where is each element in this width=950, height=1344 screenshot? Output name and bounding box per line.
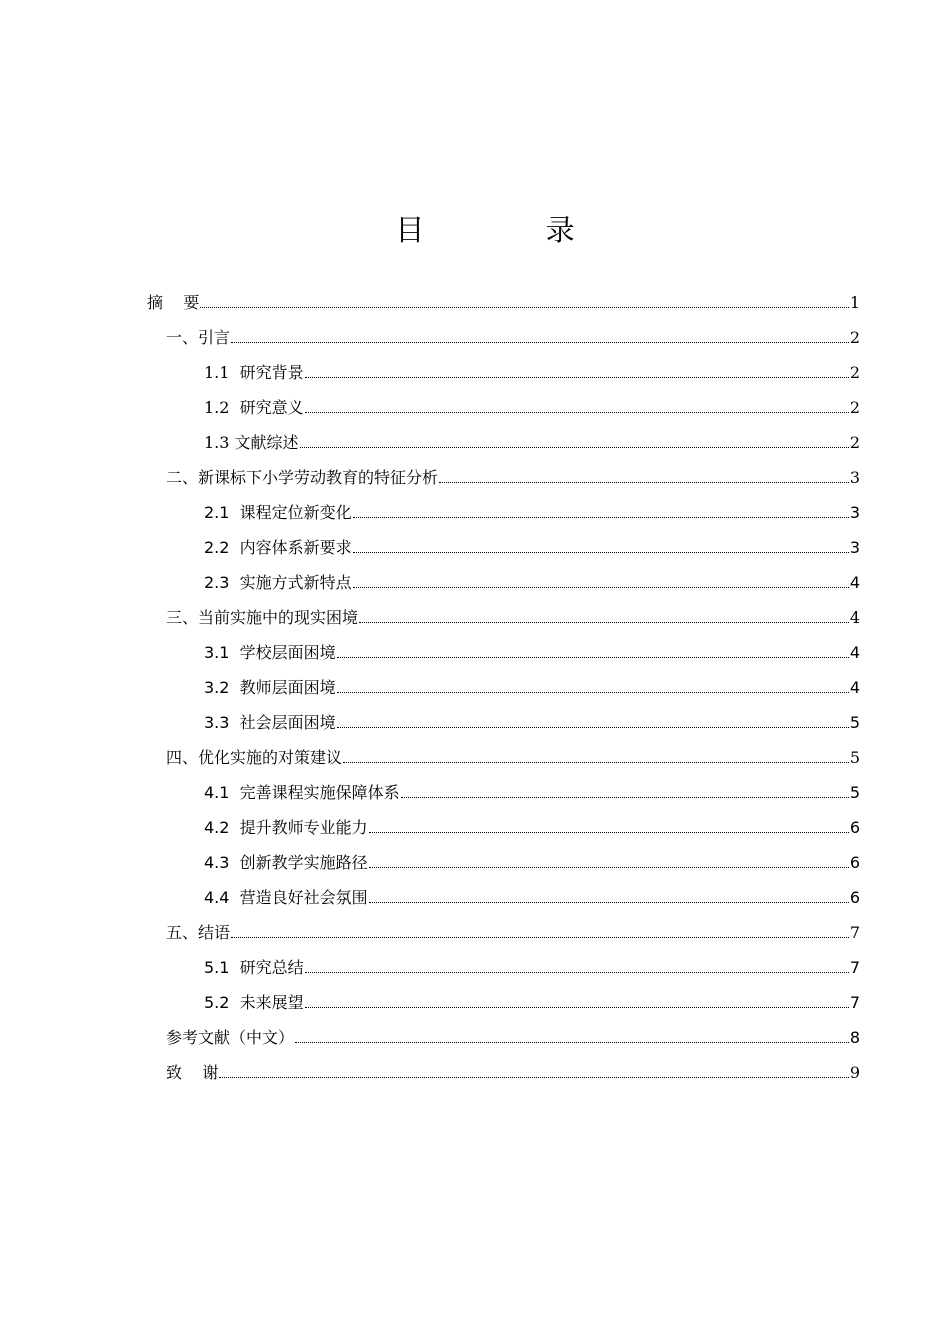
toc-entry-label: 2.3 实施方式新特点 [204,573,352,592]
toc-entry-page: 3 [849,538,860,557]
toc-entry-introduction[interactable] [166,313,860,348]
dot-leader [305,993,849,1013]
toc-entry-1-3[interactable] [204,418,860,453]
toc-entry-label: 4.1 完善课程实施保障体系 [204,783,400,802]
dot-leader [231,328,849,348]
toc-entry-page: 6 [849,888,860,907]
toc-entry-page: 3 [849,503,860,522]
toc-entry-5-2[interactable] [204,978,860,1013]
toc-entry-label: 2.2 内容体系新要求 [204,538,352,557]
toc-entry-label: 2.1 课程定位新变化 [204,503,352,522]
toc-entry-page: 4 [849,678,860,697]
toc-entry-4-3[interactable] [204,838,860,873]
dot-leader [343,748,849,768]
toc-entry-3-2[interactable] [204,663,860,698]
toc-entry-page: 4 [849,643,860,662]
toc-entry-page: 5 [849,783,860,802]
toc-entry-label: 参考文献（中文） [166,1028,295,1047]
toc-entry-page: 1 [849,293,860,312]
toc-entry-label: 致 谢 [166,1063,219,1082]
toc-entry-label: 3.3 社会层面困境 [204,713,336,732]
toc-entry-page: 7 [849,923,860,942]
toc-entry-label: 3.2 教师层面困境 [204,678,336,697]
toc-entry-references[interactable] [166,1013,860,1048]
toc-entry-2-2[interactable] [204,523,860,558]
toc-entry-label: 三、当前实施中的现实困境 [166,608,359,627]
toc-entry-page: 2 [849,328,860,347]
toc-entry-4-4[interactable] [204,873,860,908]
toc-entry-label: 4.3 创新教学实施路径 [204,853,368,872]
dot-leader [300,433,849,453]
toc-entry-page: 7 [849,958,860,977]
toc-entry-label: 1.2 研究意义 [204,398,304,417]
dot-leader [369,818,849,838]
dot-leader [295,1028,849,1048]
toc-entry-chapter-4[interactable] [166,733,860,768]
toc-entry-acknowledgements[interactable] [166,1048,860,1083]
toc-entry-abstract[interactable] [147,278,860,313]
toc-entry-page: 4 [849,608,860,627]
dot-leader [337,678,849,698]
toc-entry-label: 4.4 营造良好社会氛围 [204,888,368,907]
toc-entry-label: 1.1 研究背景 [204,363,304,382]
toc-entry-label: 5.2 未来展望 [204,993,304,1012]
dot-leader [200,293,848,313]
toc-entry-2-3[interactable] [204,558,860,593]
toc-entry-label: 3.1 学校层面困境 [204,643,336,662]
toc-entry-page: 8 [849,1028,860,1047]
toc-entry-page: 6 [849,853,860,872]
dot-leader [231,923,849,943]
toc-entry-3-3[interactable] [204,698,860,733]
toc-entry-3-1[interactable] [204,628,860,663]
toc-entry-label: 四、优化实施的对策建议 [166,748,343,767]
toc-entry-page: 2 [849,398,860,417]
toc-entry-page: 6 [849,818,860,837]
dot-leader [353,538,849,558]
dot-leader [353,503,849,523]
dot-leader [337,643,849,663]
toc-entry-4-1[interactable] [204,768,860,803]
toc-entry-4-2[interactable] [204,803,860,838]
toc-entry-1-2[interactable] [204,383,860,418]
toc-entry-page: 2 [849,363,860,382]
dot-leader [359,608,849,628]
dot-leader [401,783,849,803]
dot-leader [439,468,849,488]
toc-entry-label: 摘 要 [147,293,200,312]
toc-entry-page: 2 [849,433,860,452]
toc-entry-2-1[interactable] [204,488,860,523]
toc-entry-label: 五、结语 [166,923,231,942]
dot-leader [219,1063,848,1083]
toc-entry-label: 一、引言 [166,328,231,347]
toc-entry-chapter-3[interactable] [166,593,860,628]
toc-entry-5-1[interactable] [204,943,860,978]
toc-entry-chapter-5[interactable] [166,908,860,943]
toc-entry-label: 4.2 提升教师专业能力 [204,818,368,837]
dot-leader [305,363,849,383]
toc-title: 目 录 [395,213,631,247]
toc-entry-label: 二、新课标下小学劳动教育的特征分析 [166,468,439,487]
dot-leader [353,573,849,593]
dot-leader [369,853,849,873]
dot-leader [305,958,849,978]
dot-leader [369,888,849,908]
dot-leader [305,398,849,418]
toc-entry-1-1[interactable] [204,348,860,383]
dot-leader [337,713,849,733]
toc-entry-page: 9 [849,1063,860,1082]
toc-entry-page: 4 [849,573,860,592]
toc-entry-page: 7 [849,993,860,1012]
toc-entry-page: 3 [849,468,860,487]
toc-entry-page: 5 [849,713,860,732]
toc-entry-page: 5 [849,748,860,767]
toc-entry-chapter-2[interactable] [166,453,860,488]
toc-entry-label: 5.1 研究总结 [204,958,304,977]
toc-entry-label: 1.3 文献综述 [204,433,299,452]
